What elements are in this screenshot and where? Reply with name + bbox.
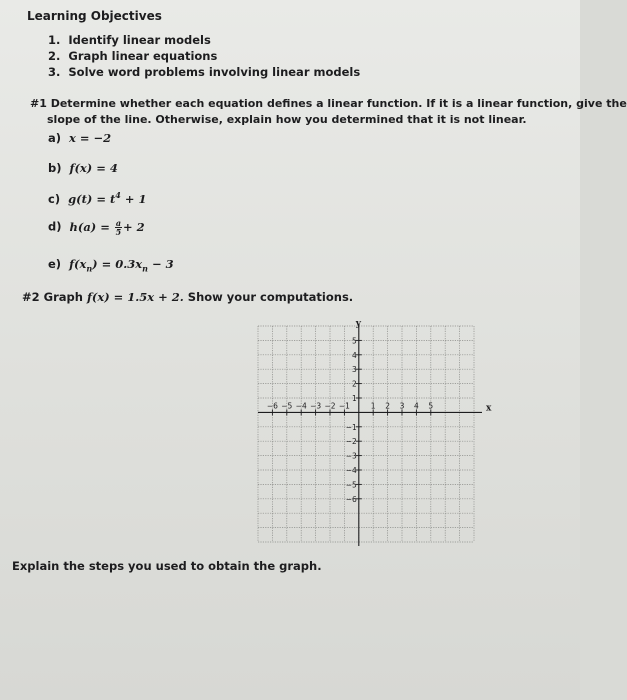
y-tick-label: −4: [345, 466, 357, 475]
objective-item: 2. Graph linear equations: [48, 49, 218, 63]
question-1-part-e: e) $f(x_n) = 0.3x_n - 3$: [48, 257, 174, 274]
question-1-part-b: b) f(x) = 4: [48, 161, 118, 175]
x-axis-label: x: [486, 403, 492, 414]
y-tick-label: 5: [352, 336, 357, 346]
y-tick-label: −2: [345, 437, 357, 447]
y-tick-label: 4: [352, 350, 357, 360]
question-1-part-d: d) h(a) = $\frac{a}{5}$ + 2: [48, 218, 145, 237]
axes: [258, 324, 482, 546]
objective-item: 3. Solve word problems involving linear models: [48, 65, 361, 79]
closing-instruction: Explain the steps you used to obtain the graph.: [12, 559, 322, 573]
question-1-part-a: a) x = −2: [48, 131, 112, 145]
y-tick-label: −1: [345, 422, 357, 432]
grid-lines: [258, 326, 474, 542]
section-heading: Learning Objectives: [27, 9, 162, 23]
y-tick-label: −3: [345, 451, 357, 461]
y-tick-label: −6: [345, 494, 357, 504]
y-axis-label: y: [355, 319, 362, 329]
question-number: #2: [22, 290, 40, 304]
x-tick-label: 5: [428, 401, 434, 411]
x-tick-label: −3: [310, 401, 322, 411]
question-1-prompt-line-2: slope of the line. Otherwise, explain how you determined that it is not linear.: [47, 113, 527, 126]
x-tick-label: −6: [266, 401, 278, 411]
x-tick-label: −4: [295, 401, 307, 411]
x-tick-label: 2: [385, 401, 390, 411]
x-tick-label: 3: [399, 401, 405, 411]
question-2-prompt: #2 Graph f(x) = 1.5x + 2. Show your computations.: [22, 290, 354, 304]
x-tick-label: −2: [324, 401, 336, 411]
x-tick-label: −1: [338, 401, 350, 411]
x-tick-label: −5: [281, 401, 293, 411]
coordinate-grid: [250, 318, 490, 550]
x-tick-label: 1: [370, 401, 376, 411]
question-1-prompt-line-1: #1 Determine whether each equation defines a linear function. If it is a linear function, give the: [30, 97, 627, 110]
y-tick-label: −5: [345, 480, 357, 490]
y-tick-label: 2: [352, 379, 357, 389]
y-tick-label: 3: [352, 365, 357, 375]
tick-labels: [267, 336, 434, 503]
fraction: $\frac{a}{5}$: [115, 218, 122, 237]
question-1-part-c: c) $g(t) = t^4 + 1$: [48, 190, 147, 206]
y-tick-label: 1: [352, 394, 357, 403]
objective-item: 1. Identify linear models: [48, 33, 211, 47]
x-tick-label: 4: [414, 401, 419, 411]
question-number: #1: [30, 97, 47, 110]
